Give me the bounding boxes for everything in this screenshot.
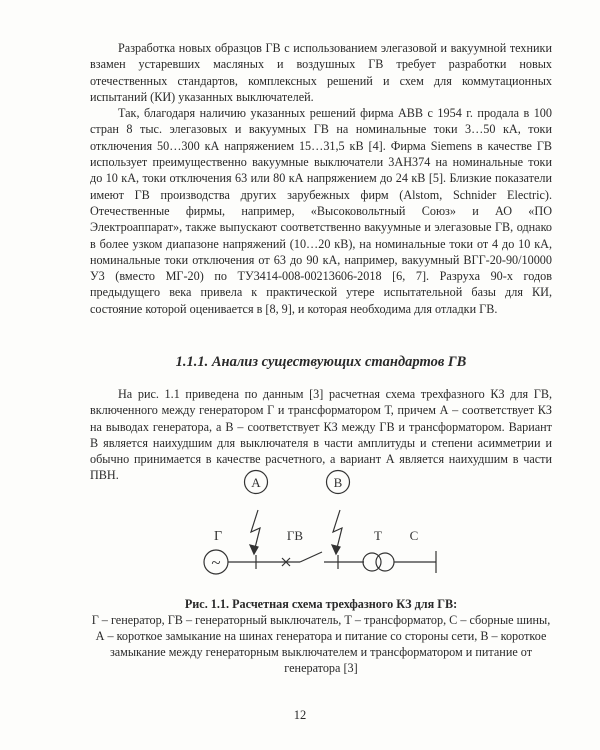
transformer-label: Т [374, 528, 382, 543]
breaker-label: ГВ [286, 528, 304, 543]
caption-text: Г – генератор, ГВ – генераторный выключатель, Т – трансформатор, С – сборные шины, А – короткое замыкание на шинах генератора и питание со стороны сети, В – короткое замыкание между генераторным выключателем и трансформатором и питание от генератора [3] [91, 613, 551, 675]
fault-b-arrow-head [332, 545, 340, 554]
fault-b-label: B [333, 475, 343, 490]
circuit-diagram [0, 462, 600, 594]
generator-label: Г [213, 529, 223, 544]
fault-a-arrow-head [250, 545, 258, 554]
transformer-winding-2 [376, 553, 394, 571]
section-heading: 1.1.1. Анализ существующих стандартов ГВ [175, 354, 467, 370]
figure-caption [90, 596, 552, 676]
page-number: 12 [293, 708, 307, 722]
intro-text [90, 40, 552, 317]
generator-sine-icon: ~ [211, 553, 221, 572]
paragraph-2: Так, благодаря наличию указанных решений фирма ABB с 1954 г. продала в 100 стран 8 тыс. элегазовых и вакуумных ГВ на номинальные токи 3…50 кА, токи отключения 50…300 кА напряжением 15…31,5 кВ [4]. Фирма Siemens в качестве ГВ использует преимущественно вакуумные выключатели 3АН374 на номинальные токи до 10 кА, токи отключения 63 или 80 кА напряжением до 24 кВ [5]. Близкие показатели имеют ГВ производства других зарубежных фирм (Alstom, Schnider Electric). Отечественные фирмы, например, «Высоковольтный Союз» и АО «ПО Электроаппарат», также выпускают соответственно вакуумные и элегазовые ГВ, однако в более узком диапазоне напряжений (10…20 кВ), на номинальные токи от 4 до 10 кА, номинальные токи отключения от 63 до 90 кА, например, вакуумный ВГГ-20-90/10000 У3 (вместо МГ-20) по ТУ3414-008-00213606-2018 [6, 7]. Разруха 90-х годов предыдущего века привела к практической утере испытательной базы для КИ, состояние которой оценивается в [8, 9], и которая необходима для отладки ГВ. [90, 106, 552, 316]
breaker-contact [300, 552, 322, 562]
paragraph-1: Разработка новых образцов ГВ с использованием элегазовой и вакуумной техники взамен устаревших масляных и воздушных ГВ требует разработки новых отечественных стандартов, комплексных решений и схем для коммутационных испытаний (КИ) указанных выключателей. [90, 41, 552, 104]
fault-a-label: A [251, 475, 261, 490]
bus-label: С [409, 528, 419, 543]
paragraph-3: На рис. 1.1 приведена по данным [3] расчетная схема трехфазного КЗ для ГВ, включенного между генератором Г и трансформатором Т, причем А – соответствует КЗ на выводах генератора, а В – соответствует КЗ между ГВ и трансформатором. Вариант В является наихудшим для выключателя в части амплитуды и степени асимметрии и обычно принимается в качестве расчетного, а вариант А является наихудшим в части ПВН. [90, 387, 552, 483]
caption-title: Рис. 1.1. Расчетная схема трехфазного КЗ для ГВ: [184, 597, 458, 611]
